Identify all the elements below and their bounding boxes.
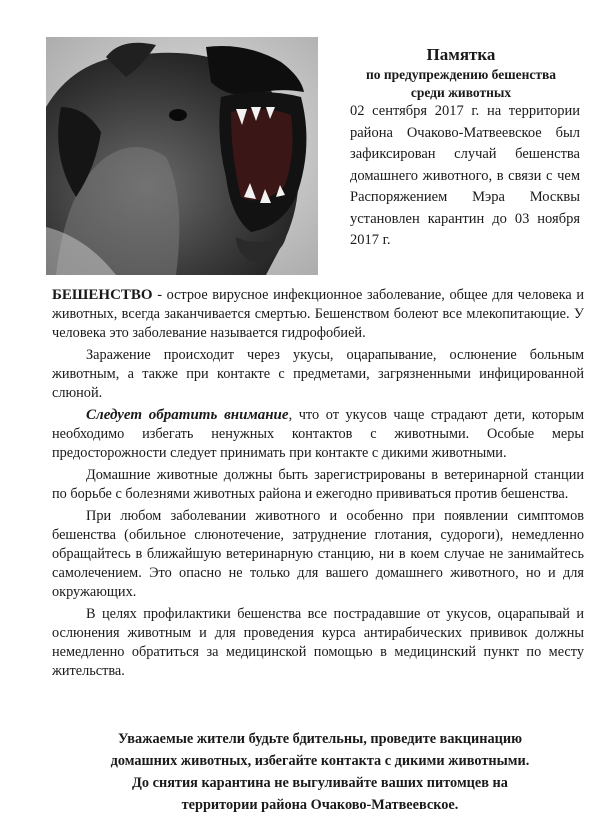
attention-lead: Следует обратить внимание: [86, 407, 289, 423]
intro-paragraph: 02 сентября 2017 г. на территории района Очаково-Матвеевское был зафиксирован случай бешенства домашнего животного, в связи с чем Распоряжением Мэра Москвы установлен карантин до 03 ноября 2017 г.: [350, 103, 580, 248]
closing-appeal: [40, 728, 600, 816]
closing-line-1: Уважаемые жители будьте бдительны, проведите вакцинацию: [117, 731, 523, 747]
registration-paragraph: Домашние животные должны быть зарегистрированы в ветеринарной станции по борьбе с болезнями животных района и ежегодно прививаться против бешенства.: [52, 467, 584, 502]
symptoms-paragraph: При любом заболевании животного и особенно при появлении симптомов бешенства (обильное слюнотечение, затруднение глотания, судороги), немедленно обращайтесь в ближайшую ветеринарную станцию, ни в коем случае не занимайтесь самолечением. Это опасно не только для вашего домашнего животного, но и для окружающих.: [52, 508, 584, 600]
title-line-2: среди животных: [410, 85, 512, 100]
dog-photo: [46, 37, 318, 275]
definition-text: - острое вирусное инфекционное заболевание, общее для человека и животных, всегда заканчивается смертью. Бешенством болеют все млекопитающие. У человека это заболевание называется гидрофобией.: [52, 287, 584, 341]
closing-line-4: территории района Очаково-Матвеевское.: [181, 797, 459, 813]
title-main: Памятка: [426, 45, 496, 64]
prevention-paragraph: В целях профилактики бешенства все пострадавшие от укусов, оцарапывай и ослюнения животным и для проведения курса антирабических прививок должны немедленно обратиться за медицинской помощью в медицинский пункт по месту жительства.: [52, 606, 584, 679]
closing-line-2: домашних животных, избегайте контакта с дикими животными.: [110, 753, 530, 769]
attention-text: , что от укусов чаще страдают дети, которым необходимо избегать ненужных контактов с животными. Особые меры предосторожности следует принимать при контакте с дикими животными.: [52, 407, 584, 461]
definition-term: БЕШЕНСТВО: [52, 287, 153, 303]
body-text: [52, 286, 584, 684]
attention-paragraph: [52, 406, 584, 463]
infection-paragraph: Заражение происходит через укусы, оцарапывание, ослюнение больным животным, а также при контакте с предметами, загрязненными инфицированной слюной.: [52, 347, 584, 401]
closing-line-3: До снятия карантина не выгуливайте ваших питомцев на: [132, 775, 508, 791]
title-line-1: по предупреждению бешенства: [365, 67, 557, 82]
definition-paragraph: [52, 286, 584, 343]
leaflet-title: [330, 44, 592, 102]
dog-icon: [46, 37, 318, 275]
